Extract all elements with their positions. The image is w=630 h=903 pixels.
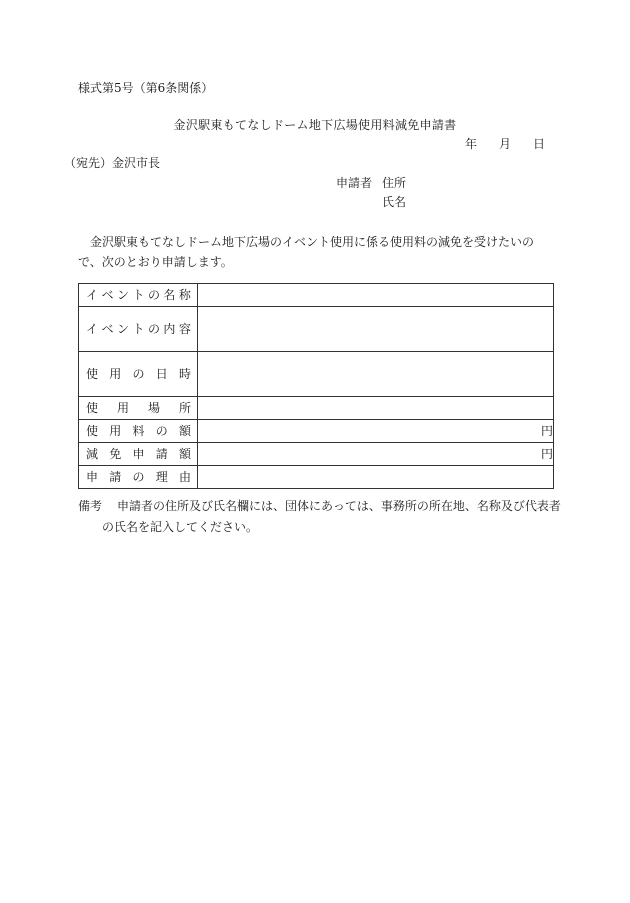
row-label-char: 額	[178, 447, 191, 461]
row-label-char: ベ	[101, 288, 114, 302]
row-label-char: 請	[155, 447, 168, 461]
table-row	[79, 352, 554, 397]
form-number: 様式第5号（第6条関係）	[78, 81, 214, 95]
row-label-char: 用	[109, 367, 122, 381]
row-label-char: の	[132, 470, 145, 484]
row-label-char: ン	[116, 322, 129, 336]
remarks-line-1: 申請者の住所及び氏名欄には、団体にあっては、事務所の所在地、名称及び代表者	[117, 499, 561, 513]
row-label-char: 請	[109, 470, 122, 484]
row-label-char: 名	[163, 288, 176, 302]
year-label: 年	[464, 137, 477, 151]
table-row	[79, 443, 554, 466]
row-label-char: 使	[86, 367, 99, 381]
row-label-event-content	[79, 307, 198, 352]
reduction-amount-field[interactable]: 円	[198, 443, 554, 466]
row-label-char: の	[147, 288, 160, 302]
row-label-char: 免	[109, 447, 122, 461]
date-line	[443, 138, 545, 150]
row-label-char: 減	[86, 447, 99, 461]
row-label-char: 申	[86, 470, 99, 484]
row-label-char: 理	[155, 470, 168, 484]
table-row	[79, 284, 554, 307]
day-label: 日	[532, 137, 545, 151]
row-label-char: イ	[86, 322, 99, 336]
month-label: 月	[498, 137, 511, 151]
row-label-char: ト	[132, 288, 145, 302]
usage-datetime-field[interactable]	[198, 352, 554, 397]
event-name-field[interactable]	[198, 284, 554, 307]
row-label-char: 称	[178, 288, 191, 302]
applicant-name-label: 氏名	[382, 195, 407, 209]
row-label-char: 使	[86, 401, 99, 415]
row-label-char: 場	[147, 401, 160, 415]
row-label-char: 料	[132, 424, 145, 438]
row-label-char: ト	[132, 322, 145, 336]
row-label-char: 所	[178, 401, 191, 415]
row-label-char: 内	[163, 322, 176, 336]
row-label-char: 使	[86, 424, 99, 438]
row-label-event-name	[79, 284, 198, 307]
row-label-char: 申	[132, 447, 145, 461]
remarks-line-2: の氏名を記入してください。	[102, 520, 259, 534]
row-label-char: 由	[178, 470, 191, 484]
row-label-usage-fee	[79, 420, 198, 443]
addressee: （宛先）金沢市長	[64, 156, 161, 170]
row-label-char: 用	[109, 424, 122, 438]
applicant-label: 申請者	[336, 176, 373, 190]
usage-location-field[interactable]	[198, 397, 554, 420]
row-label-reduction-amount	[79, 443, 198, 466]
remarks-heading: 備考	[78, 499, 103, 513]
row-label-char: イ	[86, 288, 99, 302]
application-table	[78, 283, 554, 489]
row-label-char: ベ	[101, 322, 114, 336]
applicant-address-label: 住所	[382, 176, 407, 190]
row-label-char: の	[147, 322, 160, 336]
table-row	[79, 420, 554, 443]
row-label-char: 容	[178, 322, 191, 336]
row-label-char: 用	[116, 401, 129, 415]
row-label-char: 日	[155, 367, 168, 381]
row-label-char: の	[132, 367, 145, 381]
row-label-reason	[79, 466, 198, 489]
application-statement: 金沢駅東もてなしドーム地下広場のイベント使用に係る使用料の減免を受けたいので、次のとおり申請します。	[78, 235, 535, 269]
table-row	[79, 397, 554, 420]
row-label-usage-location	[79, 397, 198, 420]
usage-fee-field[interactable]: 円	[198, 420, 554, 443]
row-label-usage-datetime	[79, 352, 198, 397]
reason-field[interactable]	[198, 466, 554, 489]
table-row	[79, 307, 554, 352]
row-label-char: 額	[178, 424, 191, 438]
event-content-field[interactable]	[198, 307, 554, 352]
row-label-char: の	[155, 424, 168, 438]
document-title: 金沢駅東もてなしドーム地下広場使用料減免申請書	[173, 118, 457, 132]
row-label-char: 時	[178, 367, 191, 381]
table-row	[79, 466, 554, 489]
row-label-char: ン	[116, 288, 129, 302]
